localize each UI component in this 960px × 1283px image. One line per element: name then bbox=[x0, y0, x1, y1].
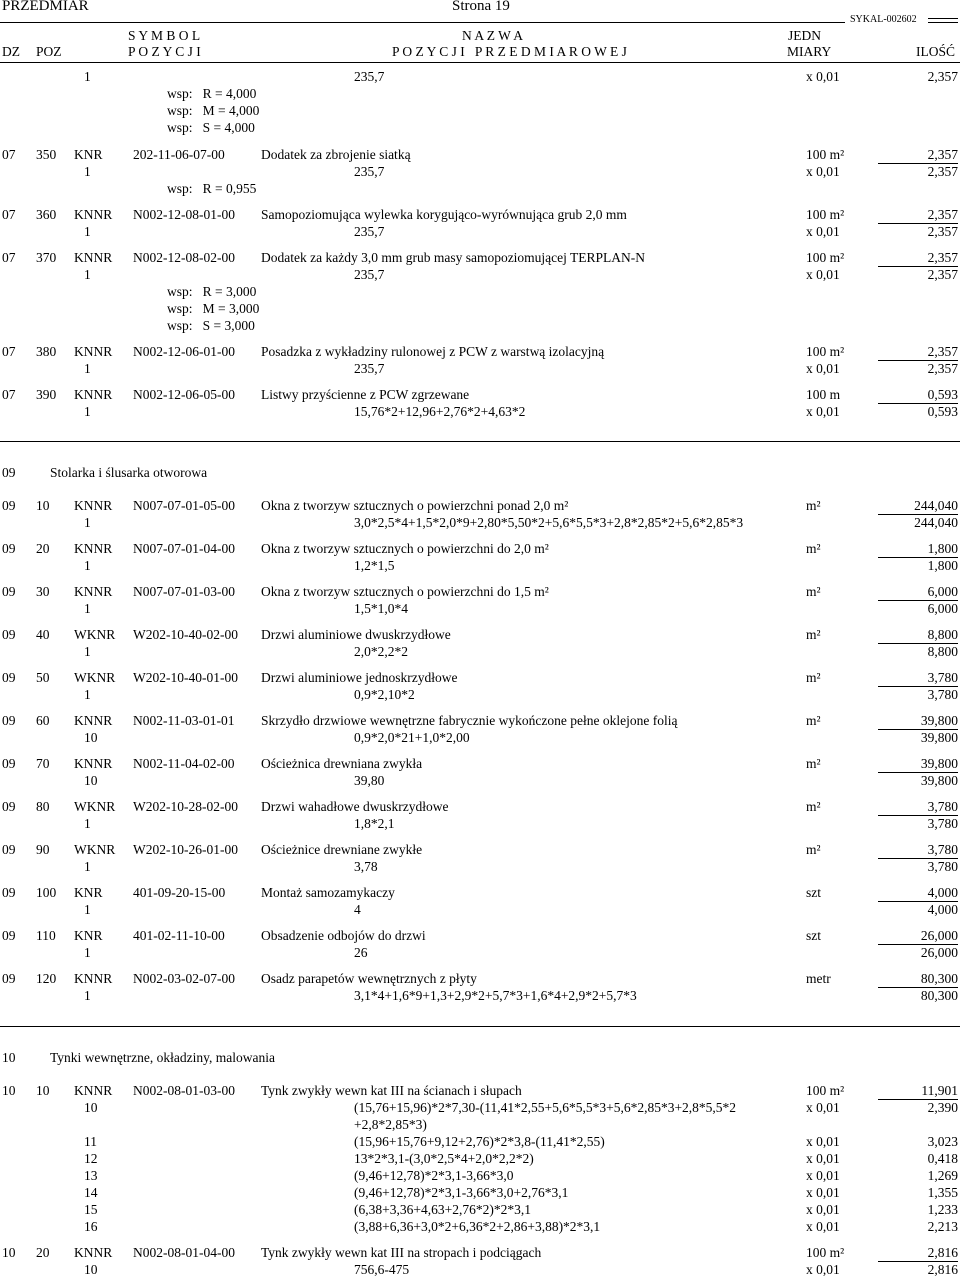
item-name: Okna z tworzyw sztucznych o powierzchni ponad 2,0 m² bbox=[261, 498, 569, 513]
calc-expression-cont: +2,8*2,85*3) bbox=[354, 1117, 427, 1132]
col-name-label: N A Z W A bbox=[462, 28, 524, 43]
calc-value: 2,357 bbox=[927, 361, 958, 376]
calc-value: 1,355 bbox=[927, 1185, 958, 1200]
coefficient-line: wsp: R = 4,000 bbox=[167, 86, 257, 101]
item-dz: 09 bbox=[2, 627, 16, 642]
item-catalog: KNNR bbox=[74, 250, 113, 265]
item-catalog: WKNR bbox=[74, 670, 116, 685]
calc-expression: 3,0*2,5*4+1,5*2,0*9+2,80*5,50*2+5,6*5,5*3+2,8*2,85*2+5,6*2,85*3 bbox=[354, 515, 744, 530]
calc-number: 11 bbox=[84, 1134, 97, 1149]
item-quantity: 6,000 bbox=[878, 584, 958, 601]
calc-expression: 3,1*4+1,6*9+1,3+2,9*2+5,7*3+1,6*4+2,9*2+5,7*3 bbox=[354, 988, 637, 1003]
calc-expression: 1,2*1,5 bbox=[354, 558, 395, 573]
item-name: Dodatek za zbrojenie siatką bbox=[261, 147, 411, 162]
calc-value: 8,800 bbox=[927, 644, 958, 659]
calc-value: 2,390 bbox=[927, 1100, 958, 1115]
document-code: SYKAL-002602 bbox=[850, 14, 917, 25]
item-unit: 100 m² bbox=[806, 344, 845, 359]
item-unit: m² bbox=[806, 842, 821, 857]
calc-expression: 235,7 bbox=[354, 69, 385, 84]
calc-value: 80,300 bbox=[920, 988, 958, 1003]
item-name: Obsadzenie odbojów do drzwi bbox=[261, 928, 426, 943]
page-number: Strona 19 bbox=[452, 0, 510, 14]
calc-expression: 4 bbox=[354, 902, 361, 917]
item-quantity: 3,780 bbox=[878, 799, 958, 816]
calc-number: 1 bbox=[84, 945, 91, 960]
item-quantity: 3,780 bbox=[878, 670, 958, 687]
calc-expression: 235,7 bbox=[354, 224, 385, 239]
col-unit-label-2: MIARY bbox=[787, 44, 832, 59]
calc-number: 16 bbox=[84, 1219, 98, 1234]
item-poz: 20 bbox=[36, 541, 50, 556]
item-unit: 100 m bbox=[806, 387, 841, 402]
calc-multiplier: x 0,01 bbox=[806, 164, 840, 179]
item-poz: 70 bbox=[36, 756, 50, 771]
item-dz: 07 bbox=[2, 387, 16, 402]
item-symbol: N007-07-01-05-00 bbox=[133, 498, 235, 513]
calc-multiplier: x 0,01 bbox=[806, 267, 840, 282]
item-quantity: 2,357 bbox=[878, 207, 958, 224]
item-catalog: KNNR bbox=[74, 713, 113, 728]
item-quantity: 39,800 bbox=[878, 713, 958, 730]
item-symbol: 401-09-20-15-00 bbox=[133, 885, 226, 900]
calc-number: 1 bbox=[84, 644, 91, 659]
coefficient-line: wsp: R = 3,000 bbox=[167, 284, 257, 299]
calc-expression: 2,0*2,2*2 bbox=[354, 644, 408, 659]
item-catalog: WKNR bbox=[74, 842, 116, 857]
calc-expression: (9,46+12,78)*2*3,1-3,66*3,0 bbox=[354, 1168, 514, 1183]
item-poz: 110 bbox=[36, 928, 56, 943]
calc-multiplier: x 0,01 bbox=[806, 1168, 840, 1183]
calc-value: 26,000 bbox=[920, 945, 958, 960]
item-poz: 30 bbox=[36, 584, 50, 599]
item-dz: 07 bbox=[2, 344, 16, 359]
section-title: Tynki wewnętrzne, okładziny, malowania bbox=[50, 1050, 275, 1065]
item-quantity: 244,040 bbox=[878, 498, 958, 515]
calc-number: 10 bbox=[84, 1100, 98, 1115]
item-quantity: 2,357 bbox=[878, 147, 958, 164]
calc-expression: 39,80 bbox=[354, 773, 385, 788]
item-symbol: W202-10-28-02-00 bbox=[133, 799, 238, 814]
calc-expression: (9,46+12,78)*2*3,1-3,66*3,0+2,76*3,1 bbox=[354, 1185, 569, 1200]
calc-value: 0,418 bbox=[927, 1151, 958, 1166]
calc-value: 2,816 bbox=[927, 1262, 958, 1277]
calc-number: 13 bbox=[84, 1168, 98, 1183]
item-quantity: 3,780 bbox=[878, 842, 958, 859]
calc-multiplier: x 0,01 bbox=[806, 1262, 840, 1277]
calc-number: 1 bbox=[84, 404, 91, 419]
item-name: Skrzydło drzwiowe wewnętrzne fabrycznie wykończone pełne oklejone folią bbox=[261, 713, 678, 728]
calc-multiplier: x 0,01 bbox=[806, 1134, 840, 1149]
calc-value: 3,780 bbox=[927, 687, 958, 702]
col-poz-label: POZ bbox=[36, 44, 62, 59]
calc-number: 1 bbox=[84, 267, 91, 282]
col-dz-label: DZ bbox=[2, 44, 20, 59]
section-separator bbox=[0, 1026, 960, 1027]
item-name: Montaż samozamykaczy bbox=[261, 885, 395, 900]
col-unit-label: JEDN bbox=[788, 28, 821, 43]
calc-value: 2,357 bbox=[927, 164, 958, 179]
item-unit: 100 m² bbox=[806, 1245, 845, 1260]
item-dz: 09 bbox=[2, 756, 16, 771]
item-symbol: N002-03-02-07-00 bbox=[133, 971, 235, 986]
item-dz: 09 bbox=[2, 971, 16, 986]
item-unit: m² bbox=[806, 627, 821, 642]
calc-number: 1 bbox=[84, 515, 91, 530]
calc-multiplier: x 0,01 bbox=[806, 1202, 840, 1217]
item-quantity: 1,800 bbox=[878, 541, 958, 558]
item-catalog: KNR bbox=[74, 928, 103, 943]
item-name: Ościeżnice drewniane zwykłe bbox=[261, 842, 423, 857]
item-quantity: 8,800 bbox=[878, 627, 958, 644]
calc-number: 1 bbox=[84, 164, 91, 179]
item-symbol: N002-08-01-04-00 bbox=[133, 1245, 235, 1260]
item-name: Samopoziomująca wylewka korygująco-wyrównująca grub 2,0 mm bbox=[261, 207, 627, 222]
item-catalog: KNNR bbox=[74, 344, 113, 359]
item-dz: 09 bbox=[2, 713, 16, 728]
item-catalog: KNR bbox=[74, 885, 103, 900]
item-quantity: 0,593 bbox=[878, 387, 958, 404]
item-name: Ościeżnica drewniana zwykła bbox=[261, 756, 423, 771]
item-poz: 20 bbox=[36, 1245, 50, 1260]
item-symbol: N002-11-03-01-01 bbox=[133, 713, 235, 728]
item-catalog: WKNR bbox=[74, 799, 116, 814]
section-number: 09 bbox=[2, 465, 16, 480]
item-dz: 09 bbox=[2, 885, 16, 900]
coefficient-line: wsp: M = 4,000 bbox=[167, 103, 260, 118]
item-catalog: KNNR bbox=[74, 584, 113, 599]
calc-multiplier: x 0,01 bbox=[806, 224, 840, 239]
item-unit: m² bbox=[806, 498, 821, 513]
calc-value: 1,233 bbox=[927, 1202, 958, 1217]
calc-multiplier: x 0,01 bbox=[806, 1151, 840, 1166]
item-unit: m² bbox=[806, 799, 821, 814]
item-catalog: KNNR bbox=[74, 541, 113, 556]
calc-expression: 235,7 bbox=[354, 267, 385, 282]
calc-number: 1 bbox=[84, 224, 91, 239]
calc-value: 39,800 bbox=[920, 730, 958, 745]
item-unit: metr bbox=[806, 971, 831, 986]
item-poz: 10 bbox=[36, 1083, 50, 1098]
calc-number: 12 bbox=[84, 1151, 98, 1166]
item-catalog: KNNR bbox=[74, 1083, 113, 1098]
calc-number: 1 bbox=[84, 69, 91, 84]
calc-number: 1 bbox=[84, 859, 91, 874]
calc-number: 1 bbox=[84, 558, 91, 573]
item-name: Okna z tworzyw sztucznych o powierzchni do 2,0 m² bbox=[261, 541, 549, 556]
item-poz: 120 bbox=[36, 971, 57, 986]
item-poz: 90 bbox=[36, 842, 50, 857]
item-catalog: KNNR bbox=[74, 498, 113, 513]
calc-expression: (6,38+3,36+4,63+2,76*2)*2*3,1 bbox=[354, 1202, 531, 1217]
item-symbol: W202-10-26-01-00 bbox=[133, 842, 238, 857]
calc-expression: (15,96+15,76+9,12+2,76)*2*3,8-(11,41*2,55) bbox=[354, 1134, 605, 1149]
item-poz: 60 bbox=[36, 713, 50, 728]
item-unit: m² bbox=[806, 713, 821, 728]
item-poz: 380 bbox=[36, 344, 57, 359]
calc-number: 10 bbox=[84, 730, 98, 745]
calc-value: 2,357 bbox=[927, 267, 958, 282]
col-name-label-2: P O Z Y C J I P R Z E D M I A R O W E J bbox=[392, 44, 627, 59]
document-title: PRZEDMIAR bbox=[2, 0, 89, 14]
item-poz: 80 bbox=[36, 799, 50, 814]
item-catalog: KNNR bbox=[74, 387, 113, 402]
calc-value: 4,000 bbox=[927, 902, 958, 917]
item-name: Drzwi wahadłowe dwuskrzydłowe bbox=[261, 799, 449, 814]
item-quantity: 2,357 bbox=[878, 250, 958, 267]
item-dz: 09 bbox=[2, 541, 16, 556]
item-symbol: W202-10-40-02-00 bbox=[133, 627, 238, 642]
item-unit: 100 m² bbox=[806, 1083, 845, 1098]
calc-value: 3,023 bbox=[927, 1134, 958, 1149]
item-name: Tynk zwykły wewn kat III na ścianach i słupach bbox=[261, 1083, 522, 1098]
item-dz: 09 bbox=[2, 670, 16, 685]
coefficient-line: wsp: R = 0,955 bbox=[167, 181, 257, 196]
item-poz: 370 bbox=[36, 250, 57, 265]
item-name: Dodatek za każdy 3,0 mm grub masy samopoziomującej TERPLAN-N bbox=[261, 250, 646, 265]
coefficient-line: wsp: S = 4,000 bbox=[167, 120, 255, 135]
calc-multiplier: x 0,01 bbox=[806, 69, 840, 84]
calc-number: 1 bbox=[84, 902, 91, 917]
item-symbol: N002-12-08-01-00 bbox=[133, 207, 235, 222]
item-dz: 07 bbox=[2, 147, 16, 162]
calc-value: 2,357 bbox=[927, 224, 958, 239]
calc-number: 1 bbox=[84, 361, 91, 376]
item-dz: 09 bbox=[2, 799, 16, 814]
item-poz: 50 bbox=[36, 670, 50, 685]
item-quantity: 80,300 bbox=[878, 971, 958, 988]
col-qty-label: ILOŚĆ bbox=[916, 44, 956, 59]
calc-multiplier: x 0,01 bbox=[806, 1100, 840, 1115]
item-unit: 100 m² bbox=[806, 250, 845, 265]
item-catalog: KNNR bbox=[74, 1245, 113, 1260]
coefficient-line: wsp: S = 3,000 bbox=[167, 318, 255, 333]
item-dz: 09 bbox=[2, 928, 16, 943]
item-poz: 390 bbox=[36, 387, 57, 402]
section-number: 10 bbox=[2, 1050, 16, 1065]
item-dz: 07 bbox=[2, 250, 16, 265]
item-name: Okna z tworzyw sztucznych o powierzchni do 1,5 m² bbox=[261, 584, 549, 599]
calc-number: 1 bbox=[84, 601, 91, 616]
calc-expression: 13*2*3,1-(3,0*2,5*4+2,0*2,2*2) bbox=[354, 1151, 534, 1166]
item-quantity: 2,357 bbox=[878, 344, 958, 361]
item-catalog: KNNR bbox=[74, 971, 113, 986]
item-name: Drzwi aluminiowe dwuskrzydłowe bbox=[261, 627, 451, 642]
item-unit: szt bbox=[806, 885, 821, 900]
calc-number: 1 bbox=[84, 687, 91, 702]
item-quantity: 39,800 bbox=[878, 756, 958, 773]
calc-expression: 235,7 bbox=[354, 164, 385, 179]
item-catalog: WKNR bbox=[74, 627, 116, 642]
item-symbol: N002-12-06-05-00 bbox=[133, 387, 235, 402]
item-name: Posadzka z wykładziny rulonowej z PCW z warstwą izolacyjną bbox=[261, 344, 605, 359]
item-dz: 09 bbox=[2, 584, 16, 599]
calc-value: 1,269 bbox=[927, 1168, 958, 1183]
item-unit: 100 m² bbox=[806, 147, 845, 162]
item-unit: m² bbox=[806, 756, 821, 771]
calc-value: 244,040 bbox=[914, 515, 958, 530]
item-name: Drzwi aluminiowe jednoskrzydłowe bbox=[261, 670, 458, 685]
section-title: Stolarka i ślusarka otworowa bbox=[50, 465, 208, 480]
item-catalog: KNNR bbox=[74, 207, 113, 222]
calc-number: 10 bbox=[84, 773, 98, 788]
item-name: Tynk zwykły wewn kat III na stropach i podciągach bbox=[261, 1245, 542, 1260]
calc-expression: 15,76*2+12,96+2,76*2+4,63*2 bbox=[354, 404, 526, 419]
calc-value: 2,357 bbox=[927, 69, 958, 84]
coefficient-line: wsp: M = 3,000 bbox=[167, 301, 260, 316]
calc-expression: 1,5*1,0*4 bbox=[354, 601, 408, 616]
calc-value: 1,800 bbox=[927, 558, 958, 573]
calc-multiplier: x 0,01 bbox=[806, 1185, 840, 1200]
calc-expression: 26 bbox=[354, 945, 368, 960]
section-separator bbox=[0, 441, 960, 442]
item-dz: 09 bbox=[2, 842, 16, 857]
item-quantity: 4,000 bbox=[878, 885, 958, 902]
calc-expression: 0,9*2,10*2 bbox=[354, 687, 415, 702]
item-poz: 100 bbox=[36, 885, 57, 900]
item-symbol: N002-08-01-03-00 bbox=[133, 1083, 235, 1098]
item-dz: 09 bbox=[2, 498, 16, 513]
item-symbol: N007-07-01-03-00 bbox=[133, 584, 235, 599]
item-symbol: 401-02-11-10-00 bbox=[133, 928, 225, 943]
item-poz: 350 bbox=[36, 147, 57, 162]
calc-value: 39,800 bbox=[920, 773, 958, 788]
item-dz: 07 bbox=[2, 207, 16, 222]
calc-expression: (3,88+6,36+3,0*2+6,36*2+2,86+3,88)*2*3,1 bbox=[354, 1219, 601, 1234]
item-symbol: N002-12-06-01-00 bbox=[133, 344, 235, 359]
item-catalog: KNNR bbox=[74, 756, 113, 771]
calc-multiplier: x 0,01 bbox=[806, 361, 840, 376]
item-unit: m² bbox=[806, 541, 821, 556]
calc-value: 2,213 bbox=[927, 1219, 958, 1234]
item-symbol: W202-10-40-01-00 bbox=[133, 670, 238, 685]
calc-multiplier: x 0,01 bbox=[806, 1219, 840, 1234]
calc-expression: 235,7 bbox=[354, 361, 385, 376]
calc-value: 3,780 bbox=[927, 816, 958, 831]
calc-expression: 1,8*2,1 bbox=[354, 816, 395, 831]
item-symbol: N007-07-01-04-00 bbox=[133, 541, 235, 556]
calc-expression: (15,76+15,96)*2*7,30-(11,41*2,55+5,6*5,5*3+5,6*2,85*3+2,8*5,5*2 bbox=[354, 1100, 737, 1115]
calc-multiplier: x 0,01 bbox=[806, 404, 840, 419]
calc-value: 3,780 bbox=[927, 859, 958, 874]
item-symbol: N002-11-04-02-00 bbox=[133, 756, 235, 771]
col-symbol-label-2: P O Z Y C J I bbox=[128, 44, 201, 59]
calc-number: 10 bbox=[84, 1262, 98, 1277]
item-poz: 40 bbox=[36, 627, 50, 642]
calc-number: 15 bbox=[84, 1202, 98, 1217]
item-dz: 10 bbox=[2, 1245, 16, 1260]
item-quantity: 2,816 bbox=[878, 1245, 958, 1262]
item-poz: 360 bbox=[36, 207, 57, 222]
item-quantity: 26,000 bbox=[878, 928, 958, 945]
item-name: Listwy przyścienne z PCW zgrzewane bbox=[261, 387, 470, 402]
item-unit: m² bbox=[806, 584, 821, 599]
calc-number: 1 bbox=[84, 816, 91, 831]
calc-expression: 756,6-475 bbox=[354, 1262, 410, 1277]
calc-number: 1 bbox=[84, 988, 91, 1003]
calc-value: 0,593 bbox=[927, 404, 958, 419]
item-dz: 10 bbox=[2, 1083, 16, 1098]
item-name: Osadz parapetów wewnętrznych z płyty bbox=[261, 971, 477, 986]
item-unit: 100 m² bbox=[806, 207, 845, 222]
calc-value: 6,000 bbox=[927, 601, 958, 616]
item-quantity: 11,901 bbox=[878, 1083, 958, 1100]
item-poz: 10 bbox=[36, 498, 50, 513]
col-symbol-label: S Y M B O L bbox=[128, 28, 201, 43]
item-catalog: KNR bbox=[74, 147, 103, 162]
item-unit: szt bbox=[806, 928, 821, 943]
item-symbol: 202-11-06-07-00 bbox=[133, 147, 225, 162]
calc-expression: 3,78 bbox=[354, 859, 378, 874]
item-symbol: N002-12-08-02-00 bbox=[133, 250, 235, 265]
calc-expression: 0,9*2,0*21+1,0*2,00 bbox=[354, 730, 470, 745]
item-unit: m² bbox=[806, 670, 821, 685]
calc-number: 14 bbox=[84, 1185, 98, 1200]
